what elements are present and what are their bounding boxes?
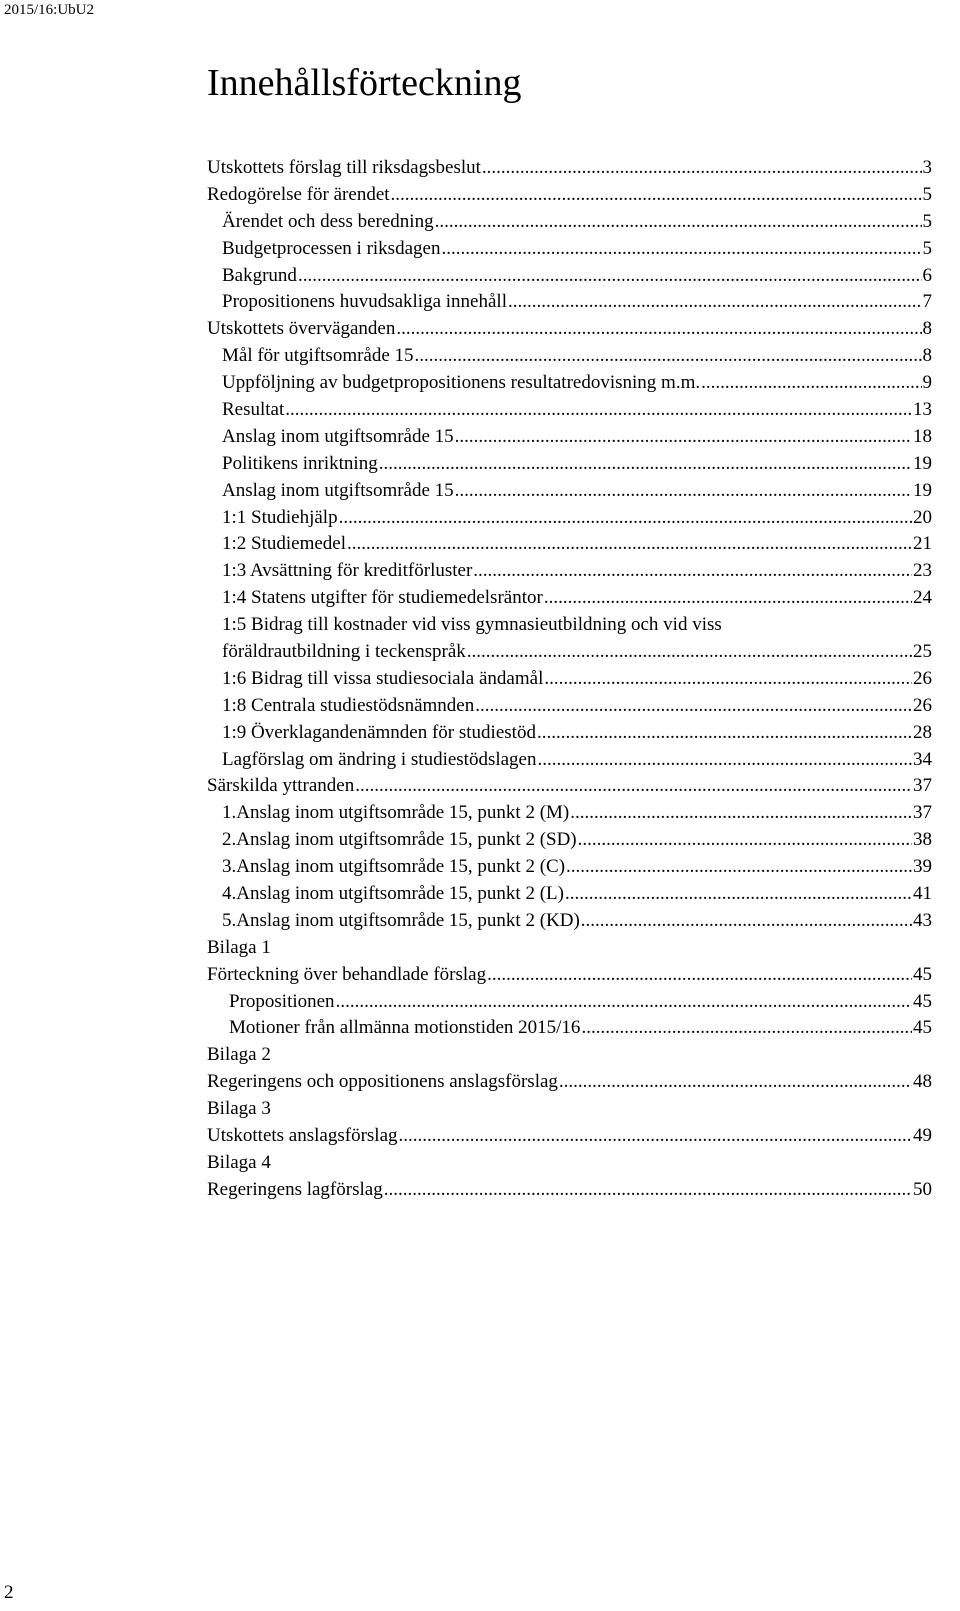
- toc-entry[interactable]: [207, 962, 932, 989]
- toc-entry-page: 28: [913, 721, 932, 743]
- toc-leader-dots: [399, 1123, 912, 1150]
- toc-entry-page: 45: [913, 1017, 932, 1039]
- toc-entry[interactable]: [207, 1069, 932, 1096]
- toc-entry-page: 24: [913, 587, 932, 609]
- toc-leader-dots: [701, 370, 921, 397]
- toc-leader-dots: [467, 639, 912, 666]
- toc-entry[interactable]: [207, 478, 932, 505]
- toc-entry[interactable]: [207, 881, 932, 908]
- toc-entry-page: 50: [913, 1178, 932, 1200]
- toc-entry-title: Anslag inom utgiftsområde 15, punkt 2 (M): [236, 802, 570, 824]
- toc-leader-dots: [355, 773, 912, 800]
- toc-leader-dots: [336, 989, 912, 1016]
- toc-leader-dots: [559, 1069, 912, 1096]
- toc-entry-title: Budgetprocessen i riksdagen: [222, 237, 441, 259]
- toc-leader-dots: [581, 1016, 912, 1043]
- toc-entry[interactable]: [207, 639, 932, 666]
- toc-entry-page: 6: [922, 264, 932, 286]
- toc-leader-dots: [566, 854, 912, 881]
- toc-leader-dots: [578, 827, 912, 854]
- toc-entry[interactable]: [207, 773, 932, 800]
- toc-entry-title: 1:9 Överklagandenämnden för studiestöd: [222, 721, 536, 743]
- toc-entry[interactable]: [207, 747, 932, 774]
- toc-entry-title: Ärendet och dess beredning: [222, 210, 434, 232]
- toc-entry[interactable]: [207, 693, 932, 720]
- toc-entry[interactable]: [207, 370, 932, 397]
- toc-leader-dots: [565, 881, 912, 908]
- toc-entry[interactable]: [207, 343, 932, 370]
- toc-leader-dots: [544, 585, 912, 612]
- toc-entry-title: Resultat: [222, 399, 285, 420]
- toc-entry-title: Bilaga 4: [207, 1151, 271, 1173]
- toc-entry-title: 1:1 Studiehjälp: [222, 506, 338, 528]
- toc-entry-page: 19: [913, 479, 932, 501]
- toc-entry-title: Propositionen: [229, 990, 335, 1012]
- toc-leader-dots: [339, 505, 912, 532]
- toc-entry[interactable]: [207, 908, 932, 935]
- page-title: Innehållsförteckning: [207, 62, 522, 104]
- toc-entry-page: 25: [913, 641, 932, 663]
- toc-entry[interactable]: [207, 1123, 932, 1150]
- toc-entry[interactable]: [207, 316, 932, 343]
- toc-leader-dots: [473, 558, 912, 585]
- toc-entry[interactable]: [207, 531, 932, 558]
- toc-leader-dots: [435, 209, 922, 236]
- toc-entry-title: Regeringens och oppositionens anslagsförslag: [207, 1071, 558, 1093]
- page-number: 2: [4, 1582, 14, 1603]
- toc-leader-dots: [415, 343, 922, 370]
- toc-entry-title: Bilaga 2: [207, 1044, 271, 1066]
- toc-entry[interactable]: [207, 155, 932, 182]
- toc-entry[interactable]: [207, 935, 932, 962]
- toc-entry-page: 18: [913, 425, 932, 447]
- toc-entry-title: Politikens inriktning: [222, 452, 378, 474]
- toc-leader-dots: [475, 693, 912, 720]
- toc-leader-dots: [570, 800, 912, 827]
- toc-leader-dots: [391, 182, 922, 209]
- toc-leader-dots: [285, 397, 912, 424]
- toc-entry-title: Utskottets överväganden: [207, 318, 396, 340]
- toc-entry-title: 1:6 Bidrag till vissa studiesociala ändamål: [222, 667, 544, 689]
- toc-entry-number: 5.: [222, 909, 237, 931]
- toc-leader-dots: [538, 747, 913, 774]
- toc-entry-page: 8: [922, 318, 932, 340]
- toc-entry[interactable]: [207, 1042, 932, 1069]
- toc-entry-page: 49: [913, 1125, 932, 1147]
- toc-entry-page: 9: [922, 372, 932, 394]
- toc-entry-page: 41: [913, 883, 932, 905]
- toc-entry-page: 37: [913, 775, 932, 797]
- toc-entry-page: 3: [922, 156, 932, 178]
- toc-entry-page: 7: [922, 291, 932, 313]
- toc-leader-dots: [581, 908, 912, 935]
- toc-leader-dots: [544, 666, 912, 693]
- toc-entry-page: 48: [913, 1071, 932, 1093]
- document-id: 2015/16:UbU2: [4, 2, 94, 18]
- toc-entry-page: 39: [913, 856, 932, 878]
- toc-entry-title: 1:2 Studiemedel: [222, 533, 347, 555]
- toc-entry-title: Uppföljning av budgetpropositionens resultatredovisning m.m.: [222, 372, 701, 394]
- toc-leader-dots: [347, 531, 912, 558]
- toc-entry-title: Motioner från allmänna motionstiden 2015/16: [229, 1017, 581, 1039]
- toc-entry-number: 3.: [222, 856, 237, 878]
- toc-entry-title: Förteckning över behandlade förslag: [207, 963, 487, 985]
- toc-entry[interactable]: [207, 1096, 932, 1123]
- toc-entry[interactable]: [207, 182, 932, 209]
- toc-entry[interactable]: [207, 1177, 932, 1204]
- toc-entry[interactable]: [207, 558, 932, 585]
- toc-entry[interactable]: [207, 827, 932, 854]
- toc-entry-title: 1:8 Centrala studiestödsnämnden: [222, 694, 475, 716]
- toc-entry[interactable]: [207, 1016, 932, 1043]
- toc-entry-page: 21: [913, 533, 932, 555]
- table-of-contents: [207, 155, 932, 1204]
- toc-entry[interactable]: [207, 612, 932, 639]
- toc-entry-title: Anslag inom utgiftsområde 15, punkt 2 (SD): [236, 829, 577, 851]
- toc-entry-title: 1:3 Avsättning för kreditförluster: [222, 560, 473, 582]
- toc-entry-number: 2.: [222, 829, 237, 851]
- toc-entry[interactable]: [207, 424, 932, 451]
- toc-leader-dots: [455, 478, 912, 505]
- toc-entry[interactable]: [207, 236, 932, 263]
- toc-entry-page: 19: [913, 452, 932, 474]
- toc-entry-title: Mål för utgiftsområde 15: [222, 345, 414, 367]
- toc-entry-page: 23: [913, 560, 932, 582]
- toc-entry[interactable]: [207, 585, 932, 612]
- toc-entry[interactable]: [207, 209, 932, 236]
- toc-entry-title: Bilaga 3: [207, 1098, 271, 1120]
- toc-entry[interactable]: [207, 451, 932, 478]
- toc-entry-title: 1:4 Statens utgifter för studiemedelsräntor: [222, 587, 543, 609]
- toc-entry-title: Anslag inom utgiftsområde 15, punkt 2 (C): [236, 856, 566, 878]
- toc-entry-title: Redogörelse för ärendet: [207, 183, 390, 205]
- toc-entry-page: 26: [913, 694, 932, 716]
- toc-entry-page: 8: [922, 345, 932, 367]
- toc-entry-title: Utskottets förslag till riksdagsbeslut: [207, 156, 481, 178]
- toc-leader-dots: [508, 289, 922, 316]
- toc-entry[interactable]: [207, 720, 932, 747]
- toc-entry-page: 37: [913, 802, 932, 824]
- toc-entry-title: Utskottets anslagsförslag: [207, 1125, 398, 1147]
- toc-entry-page: 5: [922, 237, 932, 259]
- toc-leader-dots: [298, 263, 922, 290]
- toc-entry-number: 4.: [222, 883, 237, 905]
- toc-entry-page: 26: [913, 667, 932, 689]
- toc-entry-title: Särskilda yttranden: [207, 775, 355, 797]
- toc-entry-page: 45: [913, 990, 932, 1012]
- toc-entry-page: 45: [913, 963, 932, 985]
- toc-entry-page: 38: [913, 829, 932, 851]
- toc-entry-title: Anslag inom utgiftsområde 15: [222, 425, 454, 447]
- toc-leader-dots: [537, 720, 912, 747]
- toc-entry-title: Regeringens lagförslag: [207, 1178, 383, 1200]
- toc-entry-title: Propositionens huvudsakliga innehåll: [222, 291, 507, 313]
- toc-entry-title: Lagförslag om ändring i studiestödslagen: [222, 748, 537, 770]
- toc-entry[interactable]: [207, 505, 932, 532]
- toc-entry[interactable]: [207, 1150, 932, 1177]
- toc-entry-title: föräldrautbildning i teckenspråk: [222, 641, 466, 663]
- toc-leader-dots: [482, 155, 922, 182]
- toc-entry[interactable]: [207, 666, 932, 693]
- toc-entry-title: Anslag inom utgiftsområde 15, punkt 2 (KD): [236, 909, 580, 931]
- toc-entry-title: Anslag inom utgiftsområde 15: [222, 479, 454, 501]
- toc-entry-page: 43: [913, 909, 932, 931]
- toc-entry[interactable]: [207, 397, 932, 424]
- toc-entry-page: 5: [922, 210, 932, 232]
- toc-entry-title: Anslag inom utgiftsområde 15, punkt 2 (L): [236, 883, 564, 905]
- toc-entry-title: Bilaga 1: [207, 936, 271, 958]
- toc-leader-dots: [455, 424, 912, 451]
- toc-entry[interactable]: [207, 289, 932, 316]
- toc-entry-page: 13: [913, 399, 932, 420]
- toc-entry-title: 1:5 Bidrag till kostnader vid viss gymnasieutbildning och vid viss: [222, 614, 722, 636]
- toc-entry[interactable]: [207, 854, 932, 881]
- toc-entry[interactable]: [207, 989, 932, 1016]
- toc-entry[interactable]: [207, 263, 932, 290]
- toc-entry-page: 20: [913, 506, 932, 528]
- toc-leader-dots: [379, 451, 912, 478]
- toc-leader-dots: [487, 962, 912, 989]
- toc-leader-dots: [396, 316, 921, 343]
- toc-entry[interactable]: [207, 800, 932, 827]
- toc-entry-page: 34: [913, 748, 932, 770]
- toc-leader-dots: [441, 236, 921, 263]
- toc-leader-dots: [384, 1177, 912, 1204]
- toc-entry-page: 5: [922, 183, 932, 205]
- toc-entry-title: Bakgrund: [222, 264, 297, 286]
- toc-entry-number: 1.: [222, 802, 237, 824]
